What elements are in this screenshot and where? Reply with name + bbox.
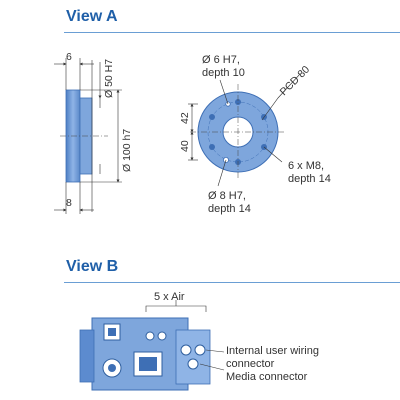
label-pin-top (202, 54, 245, 80)
threads-depth: depth 14 (288, 173, 331, 185)
dim-bottom-width: 8 (66, 197, 72, 209)
label-wiring (226, 345, 319, 384)
media-text: Media connector (226, 371, 308, 383)
wiring-text-2: connector (226, 358, 275, 370)
pin-bottom-text: Ø 8 H7, (208, 190, 246, 202)
wiring-text: Internal user wiring (226, 345, 319, 357)
dim-pcd: PCD 80 (277, 63, 313, 99)
dim-outer: Ø 100 h7 (121, 128, 133, 172)
block-right-tab (176, 330, 210, 384)
air-port (195, 345, 205, 355)
view-a-title: View A (66, 8, 118, 25)
bolt-hole (209, 144, 215, 150)
connector-block (80, 300, 224, 390)
pin-bottom-depth: depth 14 (208, 203, 251, 215)
dim-left-width: 6 (66, 51, 72, 63)
block-left-tab (80, 330, 94, 382)
label-air: 5 x Air (154, 291, 185, 303)
threads-text: 6 x M8, (288, 160, 325, 172)
air-port (188, 359, 198, 369)
air-port (158, 332, 166, 340)
side-view (54, 51, 133, 214)
label-threads (288, 160, 331, 186)
dim-42: 42 (179, 112, 191, 124)
view-b-title: View B (66, 258, 119, 275)
air-port (181, 345, 191, 355)
dim-40: 40 (179, 140, 191, 152)
dim-bore: Ø 50 H7 (103, 58, 115, 98)
label-pin-bottom (208, 190, 251, 216)
pin-top-depth: depth 10 (202, 67, 245, 79)
air-port (146, 332, 154, 340)
pin-top-text: Ø 6 H7, (202, 54, 240, 66)
bolt-hole (209, 114, 215, 120)
